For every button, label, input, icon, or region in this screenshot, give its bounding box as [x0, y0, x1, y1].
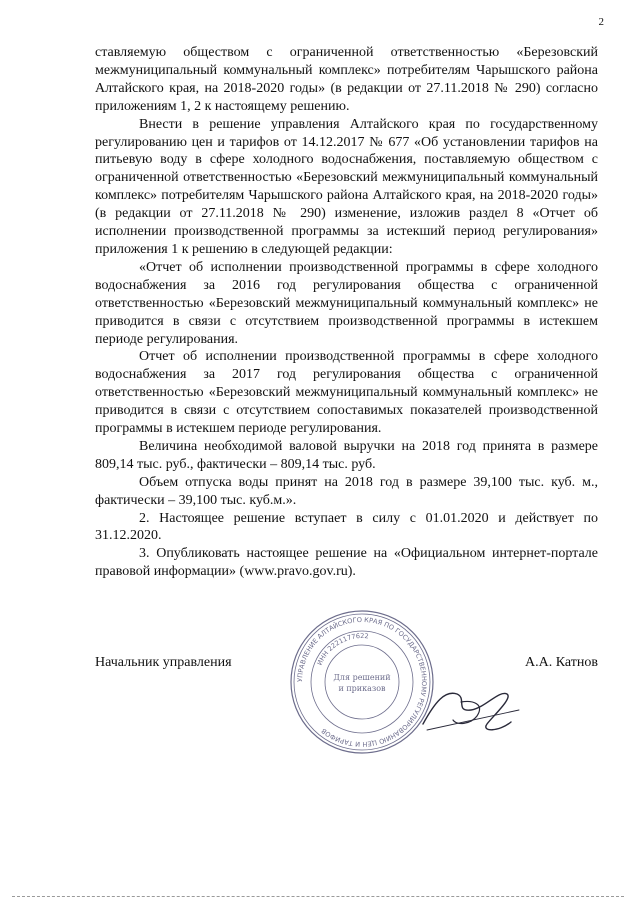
stamp-center-line-1: Для решений — [333, 673, 391, 682]
paragraph-amendment: Внести в решение управления Алтайского края по государственному регулированию цен и тарифов от 14.12.2017 № 677 «Об установлении тарифов на питьевую воду в сфере холодного водоснабжения, поставляемую обществом с ограниченной ответственностью «Березовский межмуниципальный коммунальный комплекс» потребителям Чарышского района Алтайского края, на 2018-2020 годы» (в редакции от 27.11.2018 № 290) изменение, изложив раздел 8 «Отчет об исполнении производственной программы за истекший период регулирования» приложения 1 к решению в следующей редакции: — [95, 116, 598, 257]
paragraph-report-2016: «Отчет об исполнении производственной программы в сфере холодного водоснабжения за 2016 год регулирования общества с ограниченной ответственностью «Березовский межмуниципальный коммунальный комплекс» не приводится в связи с отсутствием производственной программы в истекшем периоде регулирования. — [95, 259, 598, 347]
page-number: 2 — [598, 16, 604, 28]
official-stamp-icon — [288, 608, 436, 756]
stamp-outer-text: УПРАВЛЕНИЕ АЛТАЙСКОГО КРАЯ ПО ГОСУДАРСТВЕННОМУ РЕГУЛИРОВАНИЮ ЦЕН И ТАРИФОВ — [295, 615, 429, 749]
paragraph-report-2017: Отчет об исполнении производственной программы в сфере холодного водоснабжения за 2017 год регулирования общества с ограниченной ответственностью «Березовский межмуниципальный коммунальный комплекс» не приводится в связи с отсутствием сопоставимых показателей производственной программы в истекшем периоде регулирования. — [95, 349, 598, 437]
signer-name: А.А. Катнов — [525, 655, 598, 670]
document-body — [95, 44, 598, 581]
page-bottom-rule — [12, 896, 624, 897]
paragraph-continuation: ставляемую обществом с ограниченной ответственностью «Березовский межмуниципальный коммунальный комплекс» потребителям Чарышского района Алтайского края, на 2018-2020 годы» (в редакции от 27.11.2018 № 290) согласно приложениям 1, 2 к настоящему решению. — [95, 45, 598, 114]
paragraph-revenue: Величина необходимой валовой выручки на 2018 год принята в размере 809,14 тыс. руб., фактически – 809,14 тыс. руб. — [95, 438, 598, 472]
paragraph-water-volume: Объем отпуска воды принят на 2018 год в размере 39,100 тыс. куб. м., фактически – 39,100 тыс. куб.м.». — [95, 474, 598, 508]
stamp-center-line-2: и приказов — [338, 684, 386, 693]
paragraph-publication: 3. Опубликовать настоящее решение на «Официальном интернет-портале правовой информации» (www.pravo.gov.ru). — [95, 546, 598, 580]
paragraph-effective-date: 2. Настоящее решение вступает в силу с 01.01.2020 и действует по 31.12.2020. — [95, 510, 598, 544]
stamp-inn-text: ИНН 2221177622 — [315, 631, 370, 667]
signer-title: Начальник управления — [95, 655, 232, 670]
handwritten-signature-icon — [415, 672, 525, 738]
